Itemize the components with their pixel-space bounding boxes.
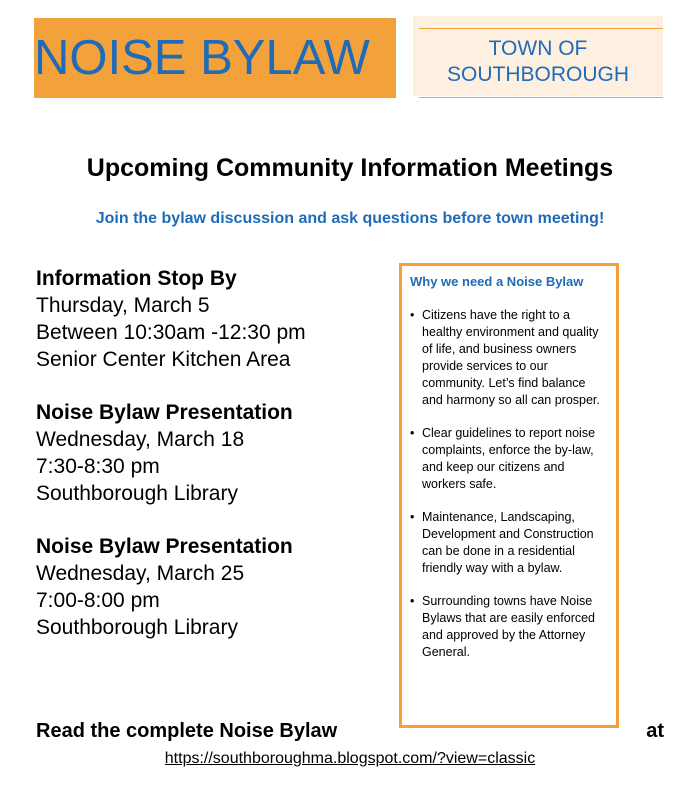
reason-text: Citizens have the right to a healthy environment and quality of life, and business owners provide services to our community. Let’s find balance and harmony so all can prosper.	[422, 308, 600, 407]
footer-text: Read the complete Noise Bylaw	[36, 720, 338, 742]
title-banner	[34, 18, 396, 98]
town-top-rule	[419, 28, 663, 29]
reason-text: Maintenance, Landscaping, Development and Construction can be done in a residential friendly way with a bylaw.	[422, 510, 594, 575]
town-line-2: SOUTHBOROUGH	[446, 63, 629, 86]
event-location: Southborough Library	[36, 482, 238, 505]
town-line-1: TOWN OF	[488, 37, 588, 60]
list-item	[410, 509, 608, 577]
bullet-icon: •	[410, 510, 415, 524]
event-date: Wednesday, March 25	[36, 562, 245, 585]
event-location: Southborough Library	[36, 616, 238, 639]
banner-title: NOISE BYLAW	[34, 30, 370, 85]
event-title: Information Stop By	[36, 267, 237, 290]
event-time: 7:30-8:30 pm	[36, 455, 160, 478]
page-heading: Upcoming Community Information Meetings	[86, 154, 614, 182]
list-item	[410, 307, 608, 409]
event-title: Noise Bylaw Presentation	[36, 401, 293, 424]
event-date: Wednesday, March 18	[36, 428, 245, 451]
reason-text: Surrounding towns have Noise Bylaws that are easily enforced and approved by the Attorney General.	[422, 594, 596, 659]
event-time: 7:00-8:00 pm	[36, 589, 160, 612]
event-title: Noise Bylaw Presentation	[36, 535, 293, 558]
reasons-sidebar	[399, 263, 619, 728]
event-date: Thursday, March 5	[36, 294, 210, 317]
footer-at: at	[646, 720, 664, 742]
bullet-icon: •	[410, 308, 415, 322]
event-item	[36, 533, 386, 641]
reasons-list	[410, 307, 608, 661]
event-time: Between 10:30am -12:30 pm	[36, 321, 306, 344]
event-item	[36, 399, 386, 507]
list-item	[410, 425, 608, 493]
town-bottom-rule	[419, 97, 663, 98]
town-box	[413, 16, 663, 96]
bullet-icon: •	[410, 426, 415, 440]
list-item	[410, 593, 608, 661]
events-list	[36, 265, 386, 667]
event-item	[36, 265, 386, 373]
town-text	[413, 36, 663, 88]
event-location: Senior Center Kitchen Area	[36, 348, 291, 371]
reason-text: Clear guidelines to report noise complaints, enforce the by-law, and keep our citizens and workers safe.	[422, 426, 596, 491]
bullet-icon: •	[410, 594, 415, 608]
blog-link[interactable]: https://southboroughma.blogspot.com/?view=classic	[164, 750, 536, 767]
sidebar-title: Why we need a Noise Bylaw	[410, 274, 584, 289]
page-subheading: Join the bylaw discussion and ask questions before town meeting!	[95, 210, 605, 227]
